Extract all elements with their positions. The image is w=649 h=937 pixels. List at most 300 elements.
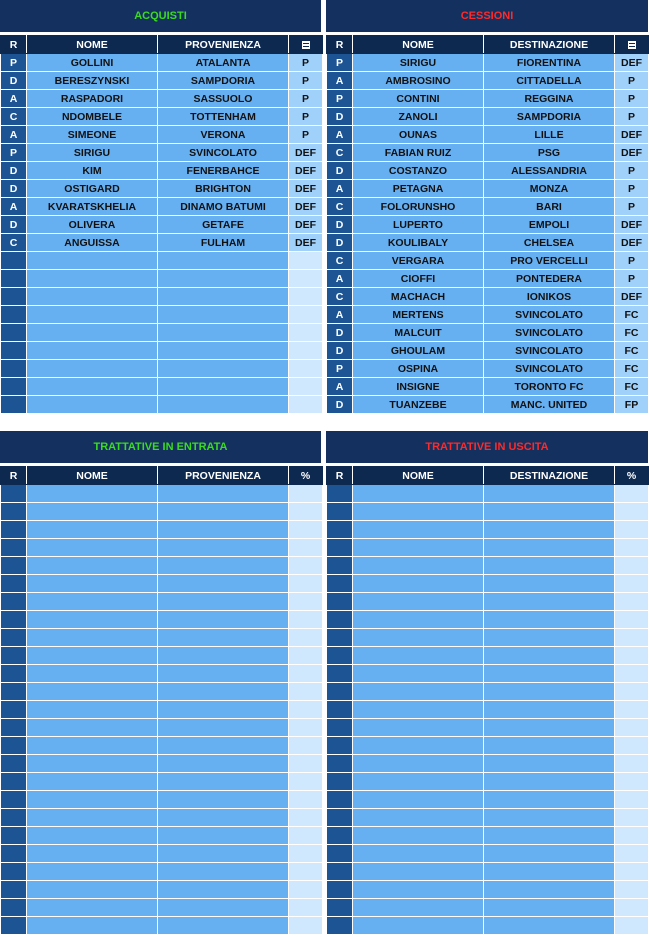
status-cell[interactable]: [289, 791, 323, 809]
status-cell[interactable]: [289, 396, 323, 414]
role-cell[interactable]: A: [1, 198, 27, 216]
status-cell[interactable]: [289, 575, 323, 593]
role-cell[interactable]: C: [327, 288, 353, 306]
status-cell[interactable]: [615, 593, 649, 611]
club-cell[interactable]: [484, 575, 615, 593]
status-cell[interactable]: P: [615, 108, 649, 126]
table-row[interactable]: [327, 306, 649, 324]
player-name-cell[interactable]: [27, 809, 158, 827]
role-cell[interactable]: [1, 683, 27, 701]
empty-row[interactable]: [327, 755, 649, 773]
filter-icon[interactable]: [302, 41, 310, 49]
club-cell[interactable]: BRIGHTON: [158, 180, 289, 198]
role-cell[interactable]: [1, 521, 27, 539]
empty-row[interactable]: [327, 611, 649, 629]
role-cell[interactable]: [1, 270, 27, 288]
empty-row[interactable]: [327, 521, 649, 539]
status-filter-button[interactable]: [289, 36, 323, 54]
filter-icon[interactable]: [628, 41, 636, 49]
empty-row[interactable]: [1, 629, 323, 647]
role-cell[interactable]: [1, 539, 27, 557]
empty-row[interactable]: [1, 809, 323, 827]
role-cell[interactable]: [1, 809, 27, 827]
club-cell[interactable]: [158, 324, 289, 342]
status-cell[interactable]: [615, 539, 649, 557]
role-cell[interactable]: A: [1, 90, 27, 108]
player-name-cell[interactable]: [27, 755, 158, 773]
empty-row[interactable]: [327, 899, 649, 917]
club-cell[interactable]: [158, 827, 289, 845]
role-cell[interactable]: [1, 701, 27, 719]
club-cell[interactable]: [158, 899, 289, 917]
club-cell[interactable]: TORONTO FC: [484, 378, 615, 396]
status-cell[interactable]: [289, 827, 323, 845]
player-name-cell[interactable]: OSTIGARD: [27, 180, 158, 198]
empty-row[interactable]: [327, 593, 649, 611]
role-cell[interactable]: A: [1, 126, 27, 144]
status-cell[interactable]: [289, 899, 323, 917]
player-name-cell[interactable]: PETAGNA: [353, 180, 484, 198]
role-cell[interactable]: [327, 863, 353, 881]
player-name-cell[interactable]: [353, 899, 484, 917]
status-cell[interactable]: [289, 503, 323, 521]
player-name-cell[interactable]: AMBROSINO: [353, 72, 484, 90]
table-row[interactable]: [327, 144, 649, 162]
club-cell[interactable]: LILLE: [484, 126, 615, 144]
table-row[interactable]: [327, 126, 649, 144]
role-cell[interactable]: [1, 827, 27, 845]
header-percent[interactable]: %: [615, 467, 649, 485]
status-cell[interactable]: P: [289, 90, 323, 108]
player-name-cell[interactable]: [27, 719, 158, 737]
empty-row[interactable]: [1, 288, 323, 306]
role-cell[interactable]: [1, 503, 27, 521]
club-cell[interactable]: BARI: [484, 198, 615, 216]
role-cell[interactable]: [1, 611, 27, 629]
empty-row[interactable]: [327, 539, 649, 557]
status-cell[interactable]: [289, 683, 323, 701]
header-destinazione[interactable]: DESTINAZIONE: [484, 467, 615, 485]
header-nome[interactable]: NOME: [27, 36, 158, 54]
role-cell[interactable]: [327, 881, 353, 899]
status-cell[interactable]: FC: [615, 360, 649, 378]
player-name-cell[interactable]: OLIVERA: [27, 216, 158, 234]
status-cell[interactable]: DEF: [289, 144, 323, 162]
role-cell[interactable]: [327, 845, 353, 863]
table-row[interactable]: [1, 234, 323, 252]
club-cell[interactable]: [158, 863, 289, 881]
status-cell[interactable]: [289, 557, 323, 575]
player-name-cell[interactable]: MACHACH: [353, 288, 484, 306]
role-cell[interactable]: [1, 378, 27, 396]
role-cell[interactable]: [327, 665, 353, 683]
player-name-cell[interactable]: [27, 917, 158, 935]
status-cell[interactable]: [289, 863, 323, 881]
empty-row[interactable]: [327, 791, 649, 809]
club-cell[interactable]: SVINCOLATO: [484, 342, 615, 360]
status-cell[interactable]: [289, 629, 323, 647]
table-row[interactable]: [1, 108, 323, 126]
table-row[interactable]: [1, 72, 323, 90]
table-row[interactable]: [1, 198, 323, 216]
player-name-cell[interactable]: [27, 701, 158, 719]
status-cell[interactable]: [615, 809, 649, 827]
role-cell[interactable]: C: [1, 234, 27, 252]
player-name-cell[interactable]: MALCUIT: [353, 324, 484, 342]
status-cell[interactable]: DEF: [615, 54, 649, 72]
player-name-cell[interactable]: GOLLINI: [27, 54, 158, 72]
table-row[interactable]: [327, 396, 649, 414]
status-cell[interactable]: FP: [615, 396, 649, 414]
role-cell[interactable]: [327, 503, 353, 521]
role-cell[interactable]: D: [327, 324, 353, 342]
empty-row[interactable]: [1, 342, 323, 360]
player-name-cell[interactable]: CIOFFI: [353, 270, 484, 288]
role-cell[interactable]: [327, 557, 353, 575]
status-cell[interactable]: [289, 773, 323, 791]
status-cell[interactable]: [615, 611, 649, 629]
role-cell[interactable]: A: [327, 126, 353, 144]
player-name-cell[interactable]: [353, 719, 484, 737]
player-name-cell[interactable]: ANGUISSA: [27, 234, 158, 252]
club-cell[interactable]: [158, 665, 289, 683]
status-cell[interactable]: FC: [615, 378, 649, 396]
status-cell[interactable]: DEF: [289, 180, 323, 198]
player-name-cell[interactable]: LUPERTO: [353, 216, 484, 234]
status-cell[interactable]: [289, 378, 323, 396]
role-cell[interactable]: P: [327, 54, 353, 72]
empty-row[interactable]: [327, 845, 649, 863]
player-name-cell[interactable]: [27, 306, 158, 324]
player-name-cell[interactable]: [353, 809, 484, 827]
role-cell[interactable]: [1, 396, 27, 414]
status-cell[interactable]: [615, 863, 649, 881]
club-cell[interactable]: [484, 683, 615, 701]
empty-row[interactable]: [1, 881, 323, 899]
club-cell[interactable]: EMPOLI: [484, 216, 615, 234]
club-cell[interactable]: [158, 593, 289, 611]
role-cell[interactable]: [327, 791, 353, 809]
role-cell[interactable]: A: [327, 306, 353, 324]
table-row[interactable]: [327, 288, 649, 306]
status-cell[interactable]: FC: [615, 342, 649, 360]
status-cell[interactable]: P: [615, 198, 649, 216]
player-name-cell[interactable]: FABIAN RUIZ: [353, 144, 484, 162]
empty-row[interactable]: [1, 773, 323, 791]
player-name-cell[interactable]: CONTINI: [353, 90, 484, 108]
status-cell[interactable]: DEF: [289, 198, 323, 216]
player-name-cell[interactable]: [27, 827, 158, 845]
status-cell[interactable]: P: [289, 126, 323, 144]
status-cell[interactable]: [289, 270, 323, 288]
status-cell[interactable]: [615, 755, 649, 773]
club-cell[interactable]: PSG: [484, 144, 615, 162]
table-row[interactable]: [327, 54, 649, 72]
player-name-cell[interactable]: [353, 593, 484, 611]
role-cell[interactable]: [1, 917, 27, 935]
empty-row[interactable]: [1, 701, 323, 719]
status-cell[interactable]: [289, 252, 323, 270]
player-name-cell[interactable]: [27, 557, 158, 575]
club-cell[interactable]: CITTADELLA: [484, 72, 615, 90]
club-cell[interactable]: [484, 719, 615, 737]
club-cell[interactable]: FULHAM: [158, 234, 289, 252]
header-provenienza[interactable]: PROVENIENZA: [158, 467, 289, 485]
club-cell[interactable]: [158, 288, 289, 306]
player-name-cell[interactable]: GHOULAM: [353, 342, 484, 360]
club-cell[interactable]: SVINCOLATO: [484, 360, 615, 378]
role-cell[interactable]: [1, 881, 27, 899]
table-row[interactable]: [327, 180, 649, 198]
status-cell[interactable]: DEF: [289, 216, 323, 234]
role-cell[interactable]: [1, 252, 27, 270]
empty-row[interactable]: [1, 827, 323, 845]
club-cell[interactable]: [484, 611, 615, 629]
role-cell[interactable]: [1, 791, 27, 809]
table-row[interactable]: [327, 162, 649, 180]
status-cell[interactable]: [289, 719, 323, 737]
table-row[interactable]: [327, 198, 649, 216]
player-name-cell[interactable]: [27, 665, 158, 683]
club-cell[interactable]: [484, 863, 615, 881]
status-cell[interactable]: [615, 791, 649, 809]
status-cell[interactable]: DEF: [615, 216, 649, 234]
club-cell[interactable]: [484, 647, 615, 665]
role-cell[interactable]: [1, 485, 27, 503]
status-cell[interactable]: [289, 917, 323, 935]
status-cell[interactable]: DEF: [289, 234, 323, 252]
role-cell[interactable]: [1, 306, 27, 324]
empty-row[interactable]: [1, 539, 323, 557]
player-name-cell[interactable]: [353, 863, 484, 881]
table-row[interactable]: [327, 90, 649, 108]
player-name-cell[interactable]: [353, 773, 484, 791]
empty-row[interactable]: [1, 396, 323, 414]
empty-row[interactable]: [327, 557, 649, 575]
role-cell[interactable]: D: [1, 180, 27, 198]
player-name-cell[interactable]: [353, 791, 484, 809]
header-r[interactable]: R: [327, 467, 353, 485]
status-cell[interactable]: [615, 503, 649, 521]
header-r[interactable]: R: [1, 467, 27, 485]
club-cell[interactable]: [158, 342, 289, 360]
table-row[interactable]: [1, 162, 323, 180]
club-cell[interactable]: SAMPDORIA: [158, 72, 289, 90]
player-name-cell[interactable]: [27, 899, 158, 917]
role-cell[interactable]: D: [327, 342, 353, 360]
player-name-cell[interactable]: [27, 485, 158, 503]
status-cell[interactable]: [289, 701, 323, 719]
player-name-cell[interactable]: SIRIGU: [353, 54, 484, 72]
player-name-cell[interactable]: [353, 737, 484, 755]
club-cell[interactable]: [484, 791, 615, 809]
player-name-cell[interactable]: SIMEONE: [27, 126, 158, 144]
role-cell[interactable]: [1, 575, 27, 593]
status-cell[interactable]: [615, 557, 649, 575]
empty-row[interactable]: [327, 629, 649, 647]
empty-row[interactable]: [1, 378, 323, 396]
role-cell[interactable]: [327, 647, 353, 665]
table-row[interactable]: [1, 216, 323, 234]
empty-row[interactable]: [1, 791, 323, 809]
empty-row[interactable]: [327, 719, 649, 737]
player-name-cell[interactable]: [27, 521, 158, 539]
player-name-cell[interactable]: [27, 252, 158, 270]
empty-row[interactable]: [1, 863, 323, 881]
role-cell[interactable]: [327, 755, 353, 773]
role-cell[interactable]: D: [327, 234, 353, 252]
club-cell[interactable]: DINAMO BATUMI: [158, 198, 289, 216]
status-cell[interactable]: [615, 665, 649, 683]
player-name-cell[interactable]: [27, 593, 158, 611]
club-cell[interactable]: [158, 521, 289, 539]
table-row[interactable]: [1, 126, 323, 144]
empty-row[interactable]: [1, 360, 323, 378]
club-cell[interactable]: [158, 881, 289, 899]
empty-row[interactable]: [1, 917, 323, 935]
player-name-cell[interactable]: KOULIBALY: [353, 234, 484, 252]
status-cell[interactable]: [615, 881, 649, 899]
player-name-cell[interactable]: INSIGNE: [353, 378, 484, 396]
status-cell[interactable]: [289, 306, 323, 324]
header-nome[interactable]: NOME: [353, 36, 484, 54]
status-cell[interactable]: P: [289, 108, 323, 126]
status-cell[interactable]: DEF: [615, 234, 649, 252]
empty-row[interactable]: [1, 683, 323, 701]
club-cell[interactable]: [158, 683, 289, 701]
header-provenienza[interactable]: PROVENIENZA: [158, 36, 289, 54]
player-name-cell[interactable]: [27, 575, 158, 593]
club-cell[interactable]: [158, 378, 289, 396]
status-cell[interactable]: P: [289, 72, 323, 90]
club-cell[interactable]: SASSUOLO: [158, 90, 289, 108]
status-cell[interactable]: DEF: [615, 144, 649, 162]
club-cell[interactable]: [484, 503, 615, 521]
status-cell[interactable]: [615, 575, 649, 593]
empty-row[interactable]: [1, 557, 323, 575]
player-name-cell[interactable]: MERTENS: [353, 306, 484, 324]
empty-row[interactable]: [327, 863, 649, 881]
club-cell[interactable]: [158, 737, 289, 755]
club-cell[interactable]: [484, 557, 615, 575]
club-cell[interactable]: [158, 701, 289, 719]
player-name-cell[interactable]: [27, 503, 158, 521]
club-cell[interactable]: [484, 755, 615, 773]
player-name-cell[interactable]: [353, 539, 484, 557]
player-name-cell[interactable]: [27, 881, 158, 899]
player-name-cell[interactable]: [353, 557, 484, 575]
empty-row[interactable]: [1, 521, 323, 539]
club-cell[interactable]: [484, 881, 615, 899]
role-cell[interactable]: [1, 899, 27, 917]
status-cell[interactable]: [289, 342, 323, 360]
club-cell[interactable]: [484, 485, 615, 503]
status-cell[interactable]: DEF: [615, 126, 649, 144]
player-name-cell[interactable]: VERGARA: [353, 252, 484, 270]
empty-row[interactable]: [327, 827, 649, 845]
player-name-cell[interactable]: [27, 845, 158, 863]
club-cell[interactable]: FENERBAHCE: [158, 162, 289, 180]
player-name-cell[interactable]: [27, 683, 158, 701]
empty-row[interactable]: [327, 647, 649, 665]
club-cell[interactable]: [158, 252, 289, 270]
empty-row[interactable]: [327, 773, 649, 791]
table-row[interactable]: [327, 216, 649, 234]
role-cell[interactable]: [1, 773, 27, 791]
club-cell[interactable]: GETAFE: [158, 216, 289, 234]
status-cell[interactable]: [289, 611, 323, 629]
role-cell[interactable]: D: [1, 162, 27, 180]
status-cell[interactable]: [289, 881, 323, 899]
status-cell[interactable]: [289, 324, 323, 342]
role-cell[interactable]: [327, 611, 353, 629]
role-cell[interactable]: [327, 827, 353, 845]
table-row[interactable]: [327, 108, 649, 126]
role-cell[interactable]: P: [1, 144, 27, 162]
role-cell[interactable]: [327, 575, 353, 593]
status-cell[interactable]: [615, 629, 649, 647]
table-row[interactable]: [1, 54, 323, 72]
role-cell[interactable]: D: [327, 108, 353, 126]
club-cell[interactable]: SVINCOLATO: [484, 324, 615, 342]
role-cell[interactable]: A: [327, 72, 353, 90]
header-destinazione[interactable]: DESTINAZIONE: [484, 36, 615, 54]
player-name-cell[interactable]: [353, 755, 484, 773]
role-cell[interactable]: [327, 539, 353, 557]
empty-row[interactable]: [1, 252, 323, 270]
empty-row[interactable]: [327, 683, 649, 701]
player-name-cell[interactable]: [27, 611, 158, 629]
role-cell[interactable]: [327, 521, 353, 539]
role-cell[interactable]: C: [327, 252, 353, 270]
status-cell[interactable]: P: [615, 162, 649, 180]
club-cell[interactable]: MANC. UNITED: [484, 396, 615, 414]
club-cell[interactable]: [158, 485, 289, 503]
player-name-cell[interactable]: [27, 324, 158, 342]
player-name-cell[interactable]: [353, 485, 484, 503]
role-cell[interactable]: [1, 288, 27, 306]
status-cell[interactable]: P: [615, 180, 649, 198]
status-cell[interactable]: DEF: [615, 288, 649, 306]
status-cell[interactable]: [615, 899, 649, 917]
club-cell[interactable]: [484, 665, 615, 683]
role-cell[interactable]: [327, 683, 353, 701]
club-cell[interactable]: [484, 809, 615, 827]
club-cell[interactable]: [484, 629, 615, 647]
header-nome[interactable]: NOME: [27, 467, 158, 485]
player-name-cell[interactable]: SIRIGU: [27, 144, 158, 162]
club-cell[interactable]: VERONA: [158, 126, 289, 144]
table-row[interactable]: [1, 144, 323, 162]
status-cell[interactable]: [289, 665, 323, 683]
player-name-cell[interactable]: [27, 270, 158, 288]
club-cell[interactable]: TOTTENHAM: [158, 108, 289, 126]
player-name-cell[interactable]: [353, 683, 484, 701]
club-cell[interactable]: FIORENTINA: [484, 54, 615, 72]
player-name-cell[interactable]: [353, 827, 484, 845]
role-cell[interactable]: D: [327, 216, 353, 234]
empty-row[interactable]: [1, 324, 323, 342]
club-cell[interactable]: [484, 521, 615, 539]
club-cell[interactable]: [158, 270, 289, 288]
status-cell[interactable]: [615, 485, 649, 503]
status-cell[interactable]: [289, 809, 323, 827]
club-cell[interactable]: [484, 539, 615, 557]
status-cell[interactable]: [289, 360, 323, 378]
status-cell[interactable]: P: [615, 72, 649, 90]
role-cell[interactable]: [327, 485, 353, 503]
table-row[interactable]: [327, 270, 649, 288]
